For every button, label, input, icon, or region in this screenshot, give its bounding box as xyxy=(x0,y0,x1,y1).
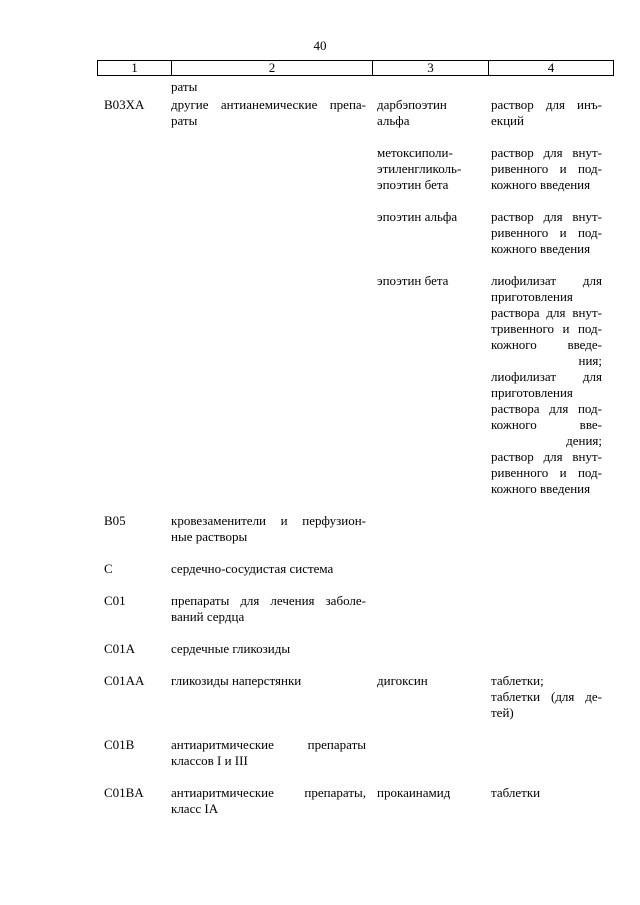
row-code: B05 xyxy=(104,513,126,528)
column-header-1: 1 xyxy=(98,61,172,76)
row-group-name: препараты для лечения заболе- ваний сердца xyxy=(171,593,366,624)
column-header-3: 3 xyxy=(373,61,489,76)
row-group-name: антиаритмические препараты классов I и III xyxy=(171,737,366,768)
row-code: C01A xyxy=(104,641,136,656)
drug-name: прокаинамид xyxy=(377,785,451,800)
row-code: C01AA xyxy=(104,673,145,688)
row-group-name: кровезаменители и перфузион- ные растворы xyxy=(171,513,366,544)
drug-name: эпоэтин бета xyxy=(377,273,449,288)
row-group-name: сердечно-сосудистая система xyxy=(171,561,334,576)
column-header-2: 2 xyxy=(172,61,373,76)
dosage-form: раствор для внут- ривенного и под- кожного введения xyxy=(491,145,602,192)
row-group-name: другие антианемические препа- раты xyxy=(171,97,366,128)
page-number: 40 xyxy=(313,38,327,53)
drug-name: эпоэтин альфа xyxy=(377,209,458,224)
column-header-4: 4 xyxy=(489,61,614,76)
dosage-form: раствор для инъ- екций xyxy=(491,97,602,128)
row-code: C01BA xyxy=(104,785,144,800)
row-code: C xyxy=(104,561,113,576)
row-group-name: антиаритмические препараты, класс IA xyxy=(171,785,366,816)
column-header-row xyxy=(97,60,614,76)
continuation-text: раты xyxy=(171,79,198,94)
dosage-form: лиофилизат для приготовления раствора для внут- тривенного и под- кожного введе- ния; лиофилизат для приготовления раствора для под- кожного вве- дения; раствор для внут- ривенного и под- кожного введения xyxy=(491,273,602,496)
row-code: B03XA xyxy=(104,97,145,112)
drug-name: дарбэпоэтин альфа xyxy=(377,97,447,128)
drug-name: метоксиполи- этиленгликоль- эпоэтин бета xyxy=(377,145,462,192)
drug-name: дигоксин xyxy=(377,673,428,688)
row-code: C01B xyxy=(104,737,135,752)
dosage-form: таблетки; таблетки (для де- тей) xyxy=(491,673,602,720)
dosage-form: раствор для внут- ривенного и под- кожного введения xyxy=(491,209,602,256)
row-group-name: сердечные гликозиды xyxy=(171,641,291,656)
dosage-form: таблетки xyxy=(491,785,541,800)
row-group-name: гликозиды наперстянки xyxy=(171,673,302,688)
row-code: C01 xyxy=(104,593,126,608)
